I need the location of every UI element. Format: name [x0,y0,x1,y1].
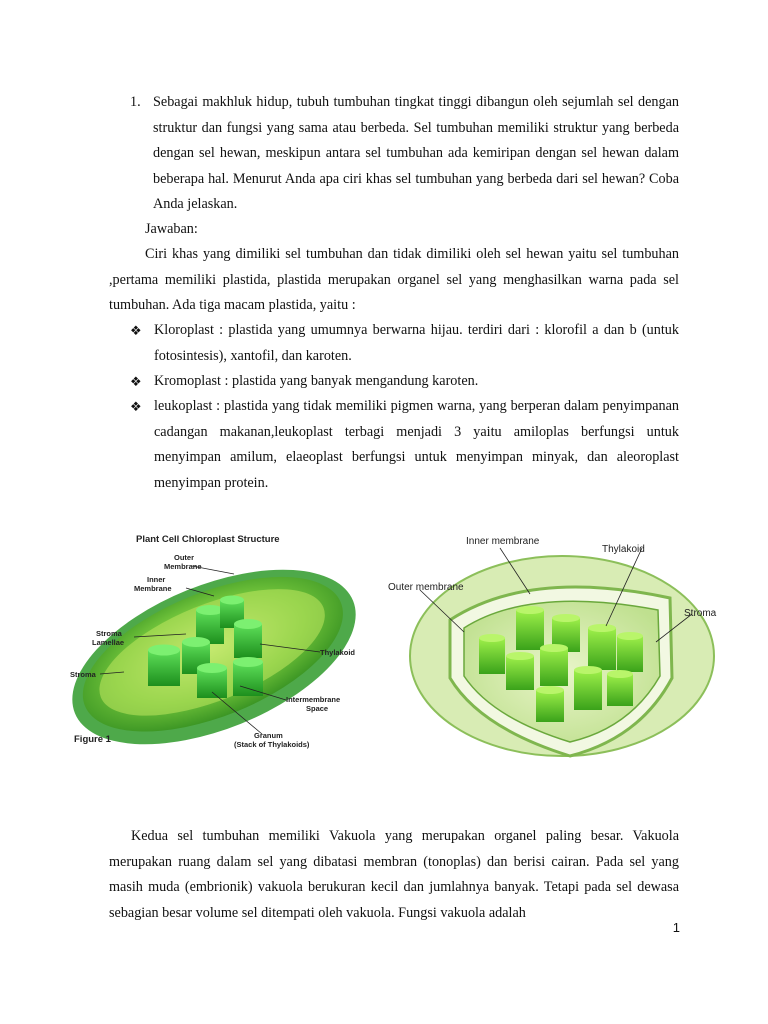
bullet-text: Kromoplast : plastida yang banyak mengandung karoten. [154,373,479,389]
label-outer-2: Membrane [164,562,202,571]
label-inner-2: Membrane [134,584,172,593]
label-granum: Granum [254,731,283,740]
figure1-title: Plant Cell Chloroplast Structure [136,534,280,545]
bullet-text: leukoplast : plastida yang tidak memiliki pigmen warna, yang berperan dalam penyimpanan cadangan makanan,leukoplast terbagi menjadi 3 yaitu amiloplas berfungsi untuk menyimpan amilum, elaeoplast berfungsi untuk menyimpan minyak, dan aleoroplast menyimpan protein. [154,398,679,491]
question-text: Sebagai makhluk hidup, tubuh tumbuhan tingkat tinggi dibangun oleh sejumlah sel dengan struktur dan fungsi yang sama atau berbeda. Sel tumbuhan memiliki struktur yang berbeda dengan sel hewan, meskipun antara sel tumbuhan ada kemiripan dengan sel hewan dalam beberapa hal. Menurut Anda apa ciri khas sel tumbuhan yang berbeda dari sel hewan? Coba Anda jelaskan. [153,94,679,212]
answer-label: Jawaban: [145,221,198,237]
figure1-caption: Figure 1 [74,734,111,745]
label-stroma: Stroma [684,608,717,619]
label-stroma-lamellae-2: Lamellae [92,638,125,647]
bullet-diamond-icon: ❖ [130,323,142,338]
label-inner: Inner [147,575,166,584]
question-number: 1. [130,94,141,110]
bullet-item-leukoplast [130,394,679,496]
label-inner-membrane: Inner membrane [466,536,540,547]
label-granum-2: (Stack of Thylakoids) [234,740,310,749]
label-thylakoid: Thylakoid [602,544,645,555]
label-outer-membrane: Outer membrane [388,582,464,593]
chloroplast-figure-1 [64,522,374,754]
label-stroma-lamellae: Stroma [96,629,122,638]
label-stroma: Stroma [70,670,96,679]
question-1 [130,90,679,218]
chloroplast-figure-2 [380,528,740,768]
bullet-diamond-icon: ❖ [130,399,142,414]
label-intermembrane-2: Space [306,704,329,713]
answer-paragraph-2: Kedua sel tumbuhan memiliki Vakuola yang merupakan organel paling besar. Vakuola merupakan ruang dalam sel yang dibatasi membran (tonoplas) dan berisi cairan. Pada sel yang masih muda (embrionik) vakuola berukuran kecil dan jumlahnya banyak. Tetapi pada sel dewasa sebagian besar volume sel ditempati oleh vakuola. Fungsi vakuola adalah [109,828,679,921]
page-number: 1 [672,920,680,935]
label-intermembrane: Intermembrane [286,695,341,704]
bullet-text: Kloroplast : plastida yang umumnya berwarna hijau. terdiri dari : klorofil a dan b (untuk fotosintesis), xantofil, dan karoten. [154,322,679,364]
label-thylakoid: Thylakoid [320,648,356,657]
bullet-item-kromoplast [130,369,679,395]
bullet-item-kloroplast [130,318,679,369]
label-outer: Outer [174,553,195,562]
bullet-diamond-icon: ❖ [130,374,142,389]
answer-paragraph-1: Ciri khas yang dimiliki sel tumbuhan dan tidak dimiliki oleh sel hewan yaitu sel tumbuhan ,pertama memiliki plastida, plastida merupakan organel sel yang menghasilkan warna pada sel tumbuhan. Ada tiga macam plastida, yaitu : [109,246,679,313]
